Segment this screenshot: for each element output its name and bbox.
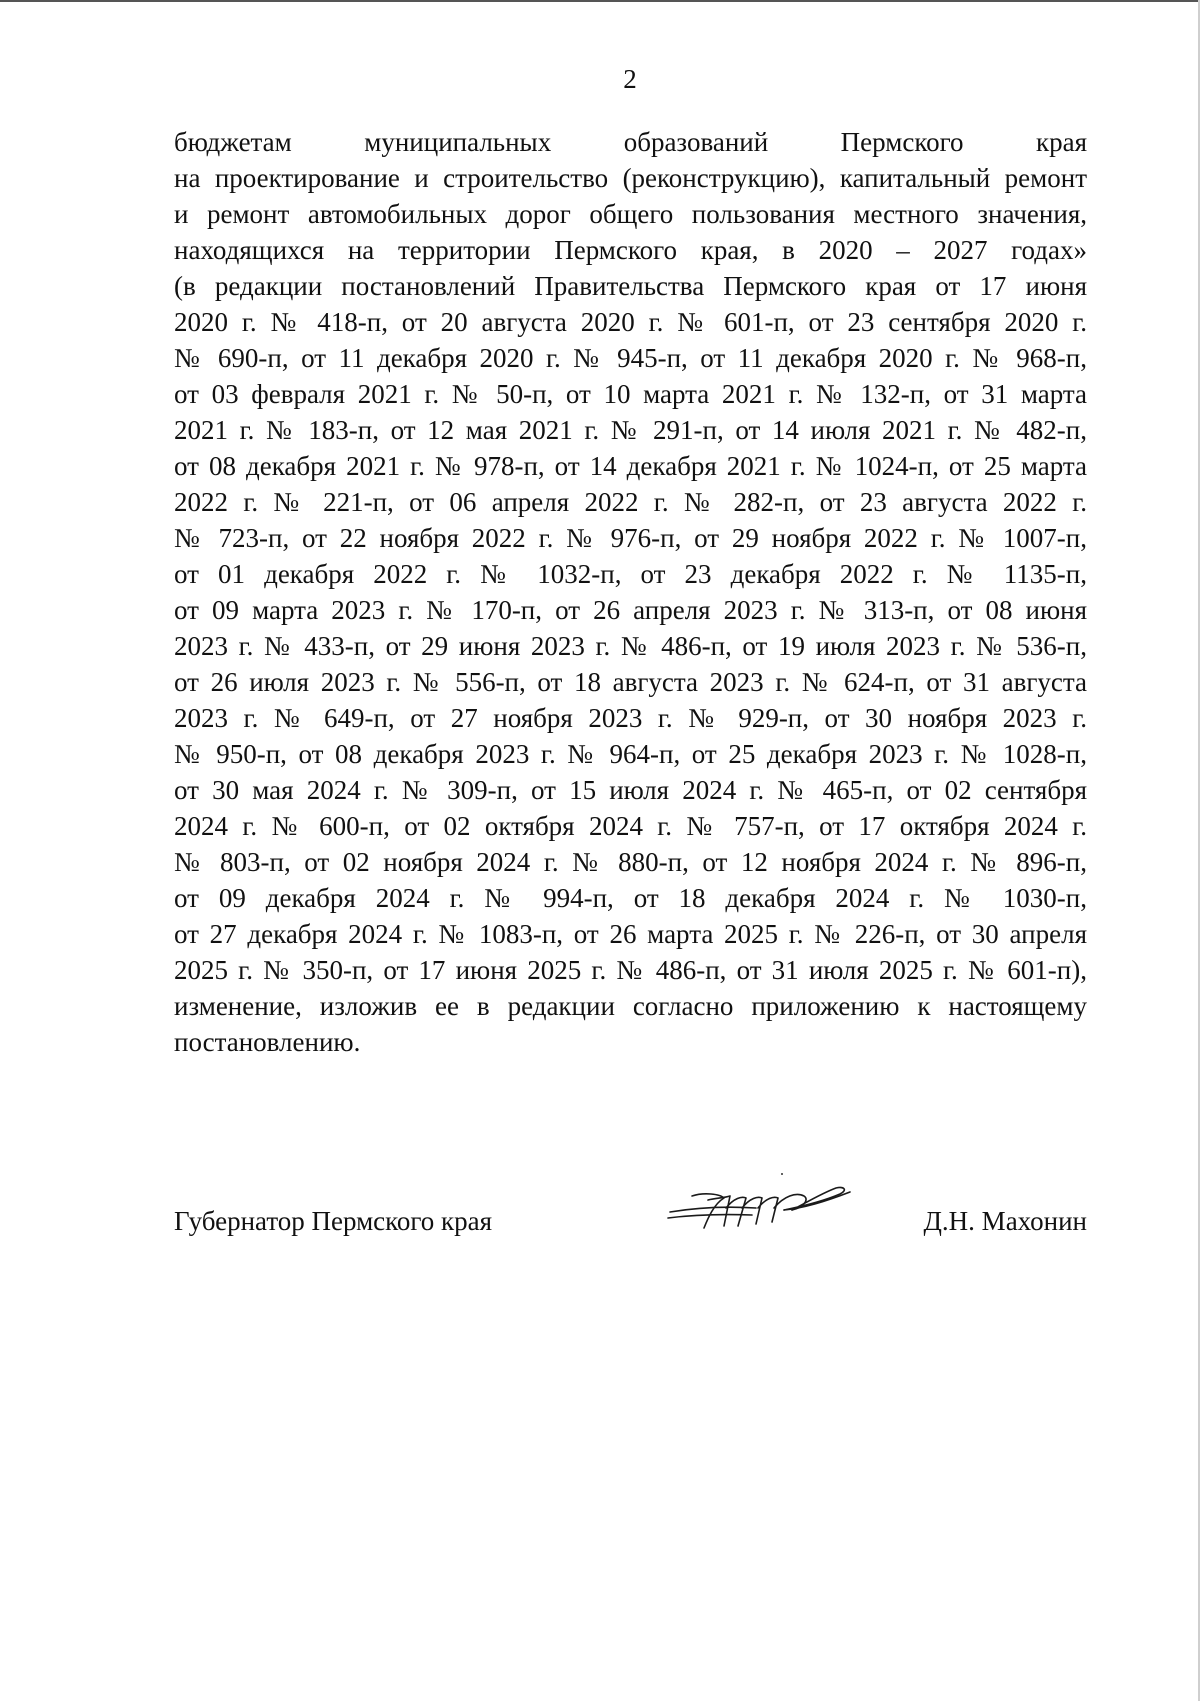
body-line: от 03 февраля 2021 г. № 50-п, от 10 марта 2021 г. № 132-п, от 31 марта — [174, 379, 1087, 409]
handwritten-signature — [664, 1168, 854, 1248]
scan-top-edge — [0, 0, 1200, 2]
body-line: изменение, изложив ее в редакции согласно приложению к настоящему — [174, 991, 1087, 1021]
body-line: постановлению. — [174, 1027, 361, 1057]
page-number: 2 — [623, 64, 637, 94]
body-line: и ремонт автомобильных дорог общего пользования местного значения, — [174, 199, 1087, 229]
body-line: от 27 декабря 2024 г. № 1083-п, от 26 марта 2025 г. № 226-п, от 30 апреля — [174, 919, 1087, 949]
signer-position: Губернатор Пермского края — [174, 1206, 493, 1236]
body-line: от 08 декабря 2021 г. № 978-п, от 14 декабря 2021 г. № 1024-п, от 25 марта — [174, 451, 1087, 481]
body-line: 2022 г. № 221-п, от 06 апреля 2022 г. № 282-п, от 23 августа 2022 г. — [174, 487, 1087, 517]
body-line: находящихся на территории Пермского края, в 2020 – 2027 годах» — [174, 235, 1087, 265]
body-line: от 26 июля 2023 г. № 556-п, от 18 августа 2023 г. № 624-п, от 31 августа — [174, 667, 1087, 697]
body-line: 2023 г. № 649-п, от 27 ноября 2023 г. № 929-п, от 30 ноября 2023 г. — [174, 703, 1087, 733]
body-line: № 803-п, от 02 ноября 2024 г. № 880-п, от 12 ноября 2024 г. № 896-п, — [174, 847, 1087, 877]
body-line: 2020 г. № 418-п, от 20 августа 2020 г. № 601-п, от 23 сентября 2020 г. — [174, 307, 1087, 337]
body-line: 2023 г. № 433-п, от 29 июня 2023 г. № 486-п, от 19 июля 2023 г. № 536-п, — [174, 631, 1087, 661]
body-line: бюджетам муниципальных образований Пермского края — [174, 127, 1087, 157]
body-line: от 09 марта 2023 г. № 170-п, от 26 апреля 2023 г. № 313-п, от 08 июня — [174, 595, 1087, 625]
body-line: 2025 г. № 350-п, от 17 июня 2025 г. № 486-п, от 31 июля 2025 г. № 601-п), — [174, 955, 1087, 985]
body-line: № 723-п, от 22 ноября 2022 г. № 976-п, от 29 ноября 2022 г. № 1007-п, — [174, 523, 1087, 553]
body-line: № 950-п, от 08 декабря 2023 г. № 964-п, от 25 декабря 2023 г. № 1028-п, — [174, 739, 1087, 769]
body-line: 2021 г. № 183-п, от 12 мая 2021 г. № 291-п, от 14 июля 2021 г. № 482-п, — [174, 415, 1087, 445]
body-line: 2024 г. № 600-п, от 02 октября 2024 г. № 757-п, от 17 октября 2024 г. — [174, 811, 1087, 841]
body-line: (в редакции постановлений Правительства Пермского края от 17 июня — [174, 271, 1087, 301]
body-line: № 690-п, от 11 декабря 2020 г. № 945-п, от 11 декабря 2020 г. № 968-п, — [174, 343, 1087, 373]
body-line: на проектирование и строительство (реконструкцию), капитальный ремонт — [174, 163, 1087, 193]
document-body — [174, 124, 1087, 1060]
body-line: от 30 мая 2024 г. № 309-п, от 15 июля 2024 г. № 465-п, от 02 сентября — [174, 775, 1087, 805]
body-line: от 01 декабря 2022 г. № 1032-п, от 23 декабря 2022 г. № 1135-п, — [174, 559, 1087, 589]
signature-block — [174, 1200, 1087, 1240]
signer-name: Д.Н. Махонин — [923, 1206, 1087, 1236]
body-line: от 09 декабря 2024 г. № 994-п, от 18 декабря 2024 г. № 1030-п, — [174, 883, 1087, 913]
